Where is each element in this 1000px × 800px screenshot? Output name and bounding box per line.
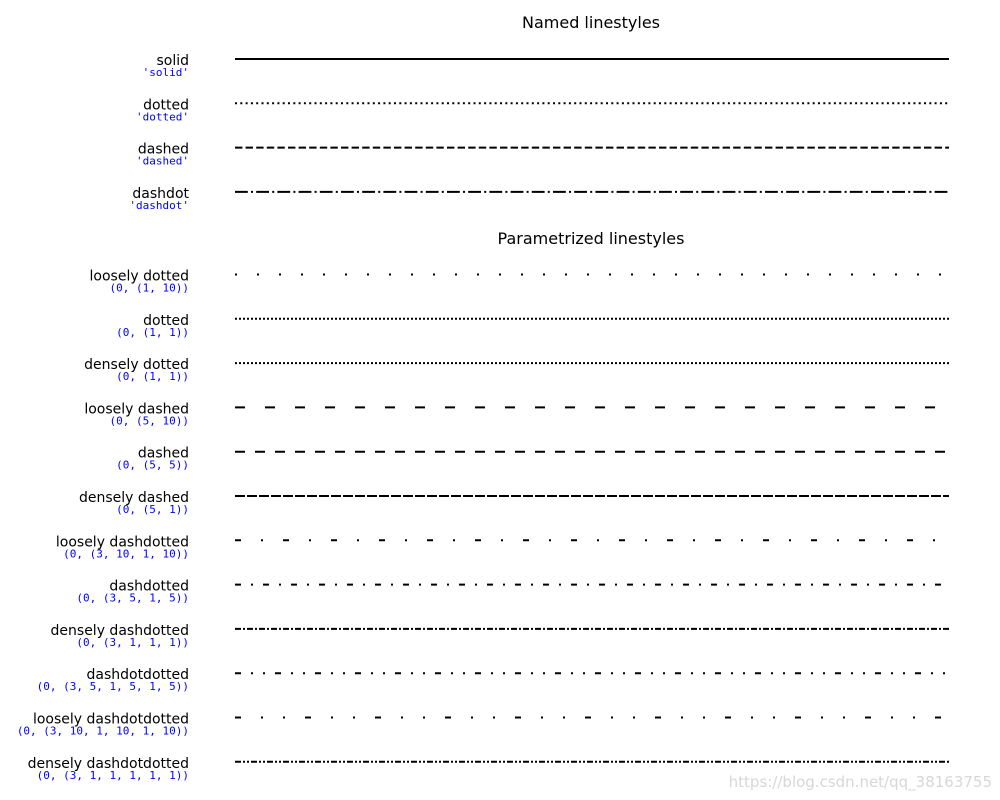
linestyle-spec-loosely-dotted: (0, (1, 10))	[109, 281, 189, 295]
linestyle-spec-dashdotdotted: (0, (3, 5, 1, 5, 1, 5))	[36, 680, 189, 694]
linestyle-label-loosely-dashed: loosely dashed	[84, 401, 189, 418]
linestyle-spec-dashdot: 'dashdot'	[129, 198, 189, 212]
linestyle-label-dashdot: dashdot	[132, 185, 189, 202]
linestyle-label-densely-dashdotdotted: densely dashdotdotted	[27, 755, 189, 772]
linestyle-label-densely-dashdotted: densely dashdotted	[50, 622, 189, 639]
linestyle-spec-loosely-dashed: (0, (5, 10))	[109, 414, 189, 428]
linestyle-spec-dotted: 'dotted'	[136, 110, 189, 124]
linestyle-label-dashdotted: dashdotted	[109, 578, 189, 595]
linestyle-label-densely-dotted: densely dotted	[84, 357, 189, 374]
linestyle-label-loosely-dotted: loosely dotted	[89, 268, 189, 285]
linestyle-spec-densely-dotted: (0, (1, 1))	[116, 370, 189, 384]
linestyle-spec-dashdotted: (0, (3, 5, 1, 5))	[76, 591, 189, 605]
linestyle-spec-densely-dashdotdotted: (0, (3, 1, 1, 1, 1, 1))	[36, 768, 189, 782]
linestyle-label-loosely-dashdotdotted: loosely dashdotdotted	[32, 711, 189, 728]
linestyle-label-dotted: dotted	[143, 312, 189, 329]
linestyle-spec-loosely-dashdotdotted: (0, (3, 10, 1, 10, 1, 10))	[16, 724, 189, 738]
linestyle-spec-dashed: 'dashed'	[136, 154, 189, 168]
named-linestyles-title: Named linestyles	[521, 13, 661, 32]
linestyle-label-dashed: dashed	[137, 141, 189, 158]
linestyle-label-dashdotdotted: dashdotdotted	[86, 667, 189, 684]
linestyle-label-dashed: dashed	[137, 445, 189, 462]
linestyle-spec-densely-dashed: (0, (5, 1))	[116, 503, 189, 516]
linestyle-label-densely-dashed: densely dashed	[78, 490, 189, 506]
linestyle-spec-dashed: (0, (5, 5))	[116, 458, 189, 472]
linestyle-spec-solid: 'solid'	[142, 66, 189, 79]
linestyle-spec-densely-dashdotted: (0, (3, 1, 1, 1))	[76, 635, 189, 649]
linestyle-spec-dotted: (0, (1, 1))	[116, 325, 189, 339]
linestyle-label-loosely-dashdotted: loosely dashdotted	[55, 534, 189, 551]
parametrized-linestyles-title: Parametrized linestyles	[497, 229, 685, 248]
linestyle-label-dotted: dotted	[143, 97, 189, 114]
linestyle-spec-loosely-dashdotted: (0, (3, 10, 1, 10))	[63, 547, 189, 561]
watermark-text: https://blog.csdn.net/qq_38163755	[728, 773, 992, 791]
parametrized-linestyles-panel	[17, 229, 949, 782]
linestyle-label-solid: solid	[156, 53, 189, 69]
named-linestyles-panel	[129, 13, 949, 212]
